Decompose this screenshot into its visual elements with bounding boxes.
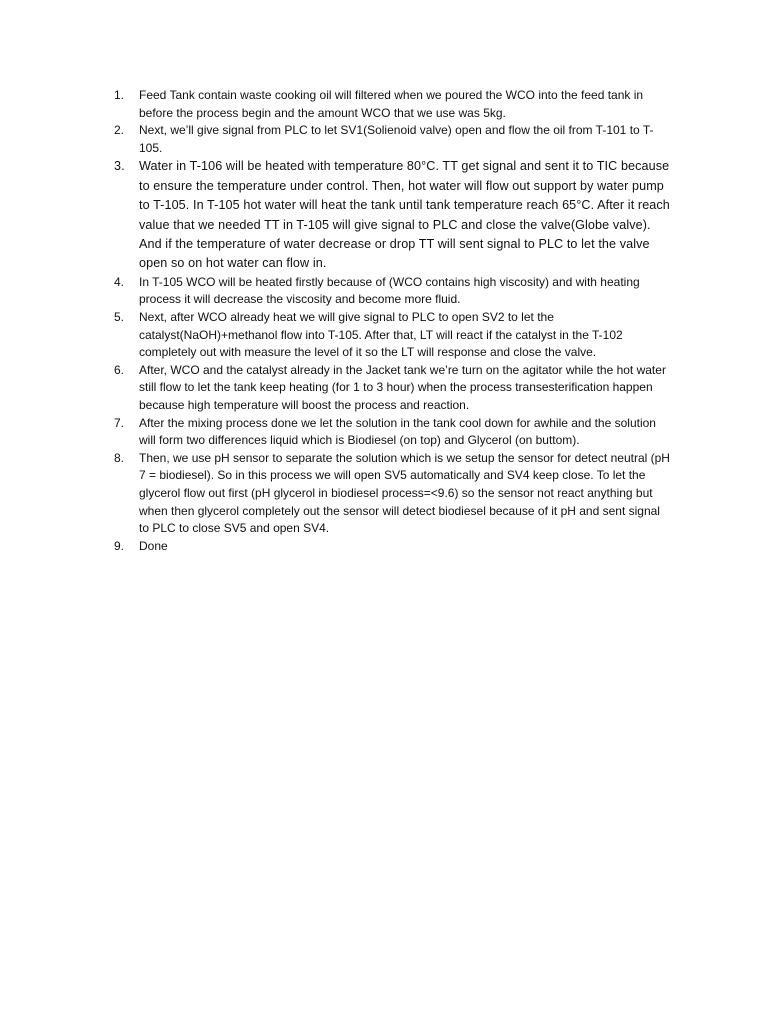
list-item-text: Water in T-106 will be heated with temperature 80°C. TT get signal and sent it to TIC because to ensure the temperature under control. Then, hot water will flow out support by water pump to T-105. In T-105 hot water will heat the tank until tank temperature reach 65°C. After it reach value that we needed TT in T-105 will give signal to PLC and close the valve(Globe valve). And if the temperature of water decrease or drop TT will sent signal to PLC to let the valve open so on hot water can flow in. bbox=[139, 159, 670, 271]
list-item-number: 5. bbox=[114, 310, 125, 324]
list-item-text: In T-105 WCO will be heated firstly because of (WCO contains high viscosity) and with heating process it will decrease the viscosity and become more fluid. bbox=[139, 274, 640, 307]
numbered-list bbox=[110, 87, 670, 555]
list-item-text: Done bbox=[139, 538, 168, 553]
list-item-text: Next, we’ll give signal from PLC to let SV1(Solienoid valve) open and flow the oil from T-101 to T-105. bbox=[139, 123, 654, 155]
list-item bbox=[110, 309, 670, 362]
list-item-number: 6. bbox=[114, 362, 125, 377]
list-item-number: 4. bbox=[114, 274, 125, 289]
list-item-number: 7. bbox=[114, 415, 125, 430]
list-item-number: 8. bbox=[114, 450, 125, 465]
list-item bbox=[110, 362, 670, 415]
list-item bbox=[110, 415, 670, 450]
list-item-number: 2. bbox=[114, 123, 125, 138]
list-item-text: After, WCO and the catalyst already in the Jacket tank we’re turn on the agitator while the hot water still flow to let the tank keep heating (for 1 to 3 hour) when the process transesterification happen because high temperature will boost the process and reaction. bbox=[139, 362, 666, 412]
list-item bbox=[110, 122, 670, 157]
list-item-number: 9. bbox=[114, 538, 125, 553]
list-item bbox=[110, 538, 670, 556]
list-item-number: 3. bbox=[114, 159, 125, 174]
list-item-number: 1. bbox=[114, 88, 125, 102]
list-item bbox=[110, 157, 670, 273]
list-item-text: Then, we use pH sensor to separate the solution which is we setup the sensor for detect neutral (pH 7 = biodiesel). So in this process we will open SV5 automatically and SV4 keep close. To let the glycerol flow out first (pH glycerol in biodiesel process=<9.6) so the sensor not react anything but when then glycerol completely out the sensor will detect biodiesel because of it pH and sent signal to PLC to close SV5 and open SV4. bbox=[139, 450, 670, 536]
list-item bbox=[110, 450, 670, 538]
list-item-text: After the mixing process done we let the solution in the tank cool down for awhile and the solution will form two differences liquid which is Biodiesel (on top) and Glycerol (on buttom). bbox=[139, 415, 656, 448]
list-item bbox=[110, 274, 670, 309]
list-item-text: Feed Tank contain waste cooking oil will filtered when we poured the WCO into the feed tank in before the process begin and the amount WCO that we use was 5kg. bbox=[139, 88, 644, 120]
list-item-text: Next, after WCO already heat we will give signal to PLC to open SV2 to let the catalyst(NaOH)+methanol flow into T-105. After that, LT will react if the catalyst in the T-102 completely out with measure the level of it so the LT will response and close the valve. bbox=[139, 310, 623, 360]
list-item bbox=[110, 87, 670, 122]
